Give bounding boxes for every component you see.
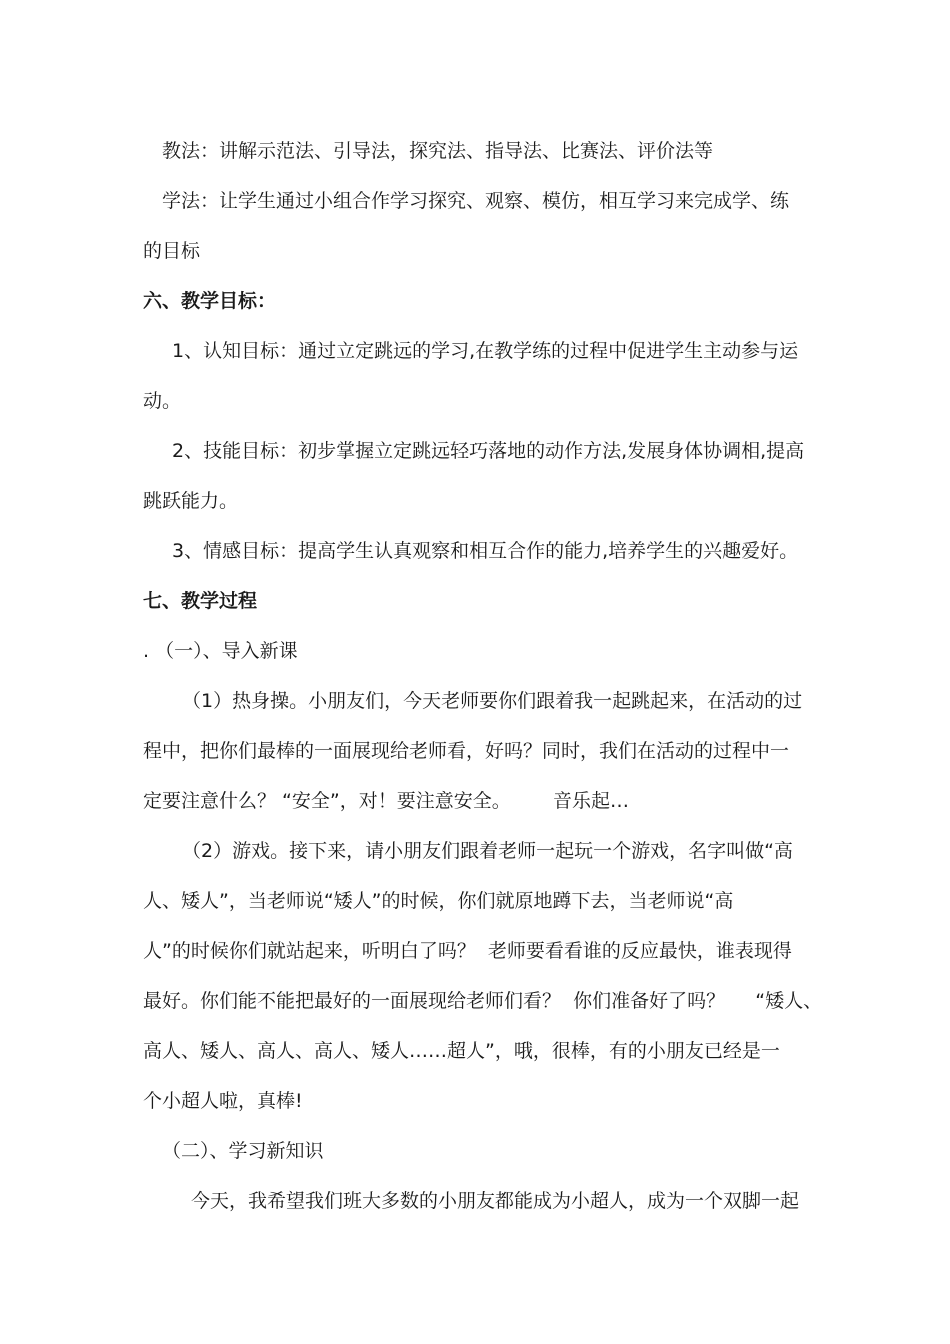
learning-methods-line: 学法：让学生通过小组合作学习探究、观察、模仿，相互学习来完成学、练: [162, 190, 790, 212]
learning-methods-continuation: 的目标: [143, 240, 201, 262]
section-heading-teaching-process: 七、教学过程: [143, 590, 258, 612]
goal-cognitive-line: 1、认知目标：通过立定跳远的学习,在教学练的过程中促进学生主动参与运: [172, 340, 799, 362]
teaching-methods-line: 教法：讲解示范法、引导法，探究法、指导法、比赛法、评价法等: [162, 140, 714, 162]
game-paragraph-line-5: 高人、矮人、高人、高人、矮人……超人”，哦，很棒，有的小朋友已经是一: [143, 1040, 780, 1062]
subsection-new-knowledge: （二）、学习新知识: [162, 1140, 324, 1162]
warmup-paragraph-line-3: 定要注意什么？ “安全”，对！要注意安全。 音乐起…: [143, 790, 630, 812]
game-paragraph-line-1: （2）游戏。接下来，请小朋友们跟着老师一起玩一个游戏，名字叫做“高: [182, 840, 793, 862]
goal-emotional-line: 3、情感目标：提高学生认真观察和相互合作的能力,培养学生的兴趣爱好。: [172, 540, 799, 562]
game-paragraph-line-2: 人、矮人”，当老师说“矮人”的时候，你们就原地蹲下去，当老师说“高: [143, 890, 734, 912]
warmup-paragraph-line-2: 程中，把你们最棒的一面展现给老师看，好吗？同时，我们在活动的过程中一: [143, 740, 790, 762]
goal-skill-line: 2、技能目标：初步掌握立定跳远轻巧落地的动作方法,发展身体协调相,提高: [172, 440, 805, 462]
goal-skill-continuation: 跳跃能力。: [143, 490, 239, 512]
game-paragraph-line-4: 最好。你们能不能把最好的一面展现给老师们看？ 你们准备好了吗？ “矮人、: [143, 990, 823, 1012]
goal-cognitive-continuation: 动。: [143, 390, 182, 412]
game-paragraph-line-3: 人”的时候你们就站起来，听明白了吗？ 老师要看看谁的反应最快，谁表现得: [143, 940, 792, 962]
game-paragraph-line-6: 个小超人啦，真棒!: [143, 1090, 303, 1112]
new-knowledge-paragraph-line-1: 今天，我希望我们班大多数的小朋友都能成为小超人，成为一个双脚一起: [191, 1190, 800, 1212]
section-heading-teaching-goals: 六、教学目标：: [143, 290, 277, 312]
subsection-intro-lesson: . （一）、导入新课: [143, 640, 298, 662]
warmup-paragraph-line-1: （1）热身操。小朋友们，今天老师要你们跟着我一起跳起来，在活动的过: [182, 690, 803, 712]
